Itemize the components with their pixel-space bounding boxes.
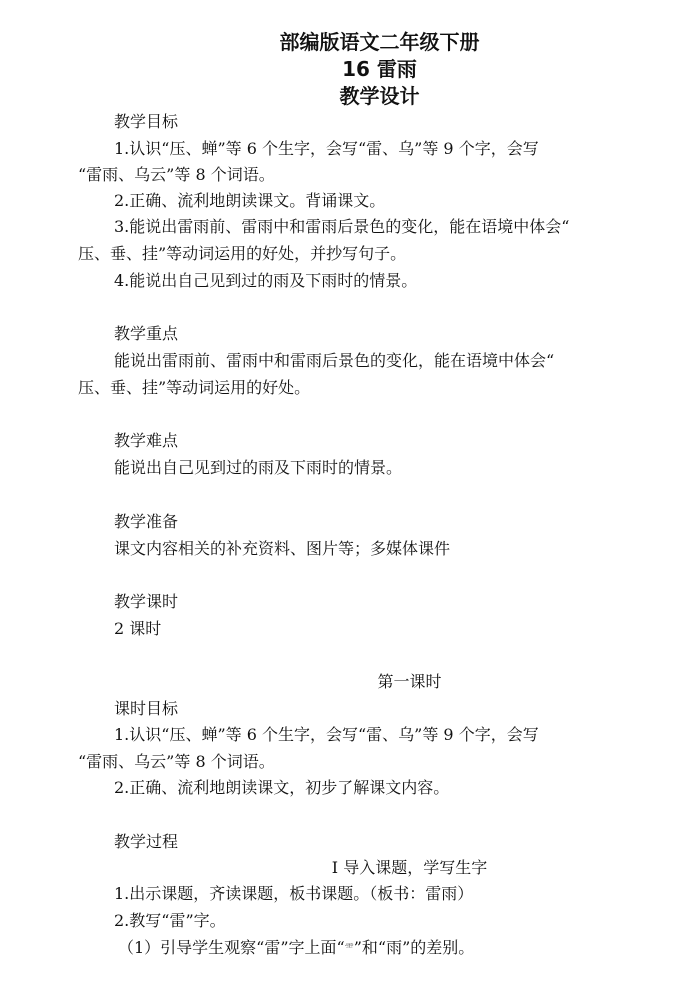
lesson-title: 16 雷雨	[342, 57, 417, 81]
section-heading-lesson-goals: 课时目标	[114, 699, 179, 718]
process-section-title: Ⅰ 导入课题，学写生字	[331, 858, 488, 877]
section-heading-difficulty: 教学难点	[114, 431, 179, 450]
lesson-goal-line: 1.认识“压、蝉”等 6 个生字，会写“雷、乌”等 9 个字，会写	[114, 725, 539, 744]
goal-line: “雷雨、乌云”等 8 个词语。	[78, 165, 275, 184]
lesson-one-title: 第一课时	[377, 672, 442, 691]
prep-line: 课文内容相关的补充资料、图片等；多媒体课件	[114, 539, 451, 558]
rain-radical-glyph: ⻗	[344, 943, 354, 954]
process-step: 1.出示课题，齐读课题，板书课题。（板书：雷雨）	[114, 884, 474, 903]
section-heading-prep: 教学准备	[114, 512, 179, 531]
key-line: 压、垂、挂”等动词运用的好处。	[78, 378, 311, 397]
section-heading-process: 教学过程	[114, 832, 179, 851]
document-title: 部编版语文二年级下册	[279, 30, 480, 54]
goal-line: 4.能说出自己见到过的雨及下雨时的情景。	[114, 271, 418, 290]
section-heading-hours: 教学课时	[114, 592, 179, 611]
process-step: 2.教写“雷”字。	[114, 911, 226, 930]
substep-text-start: （1）引导学生观察“雷”字上面“	[118, 938, 345, 957]
goal-line: 2.正确、流利地朗读课文。背诵课文。	[114, 191, 386, 210]
section-heading-key: 教学重点	[114, 324, 179, 343]
document-subtitle: 教学设计	[339, 84, 420, 108]
goal-line: 1.认识“压、蝉”等 6 个生字，会写“雷、乌”等 9 个字，会写	[114, 139, 539, 158]
difficulty-line: 能说出自己见到过的雨及下雨时的情景。	[114, 458, 403, 477]
section-heading-goals: 教学目标	[114, 112, 179, 131]
goal-line: 3.能说出雷雨前、雷雨中和雷雨后景色的变化，能在语境中体会“	[114, 217, 570, 236]
lesson-goal-line: “雷雨、乌云”等 8 个词语。	[78, 752, 275, 771]
lesson-goal-line: 2.正确、流利地朗读课文，初步了解课文内容。	[114, 778, 450, 797]
hours-line: 2 课时	[114, 619, 162, 638]
goal-line: 压、垂、挂”等动词运用的好处，并抄写句子。	[78, 244, 407, 263]
key-line: 能说出雷雨前、雷雨中和雷雨后景色的变化，能在语境中体会“	[114, 351, 555, 370]
substep-text-end: ”和“雨”的差别。	[353, 938, 475, 957]
process-substep	[0, 937, 699, 960]
